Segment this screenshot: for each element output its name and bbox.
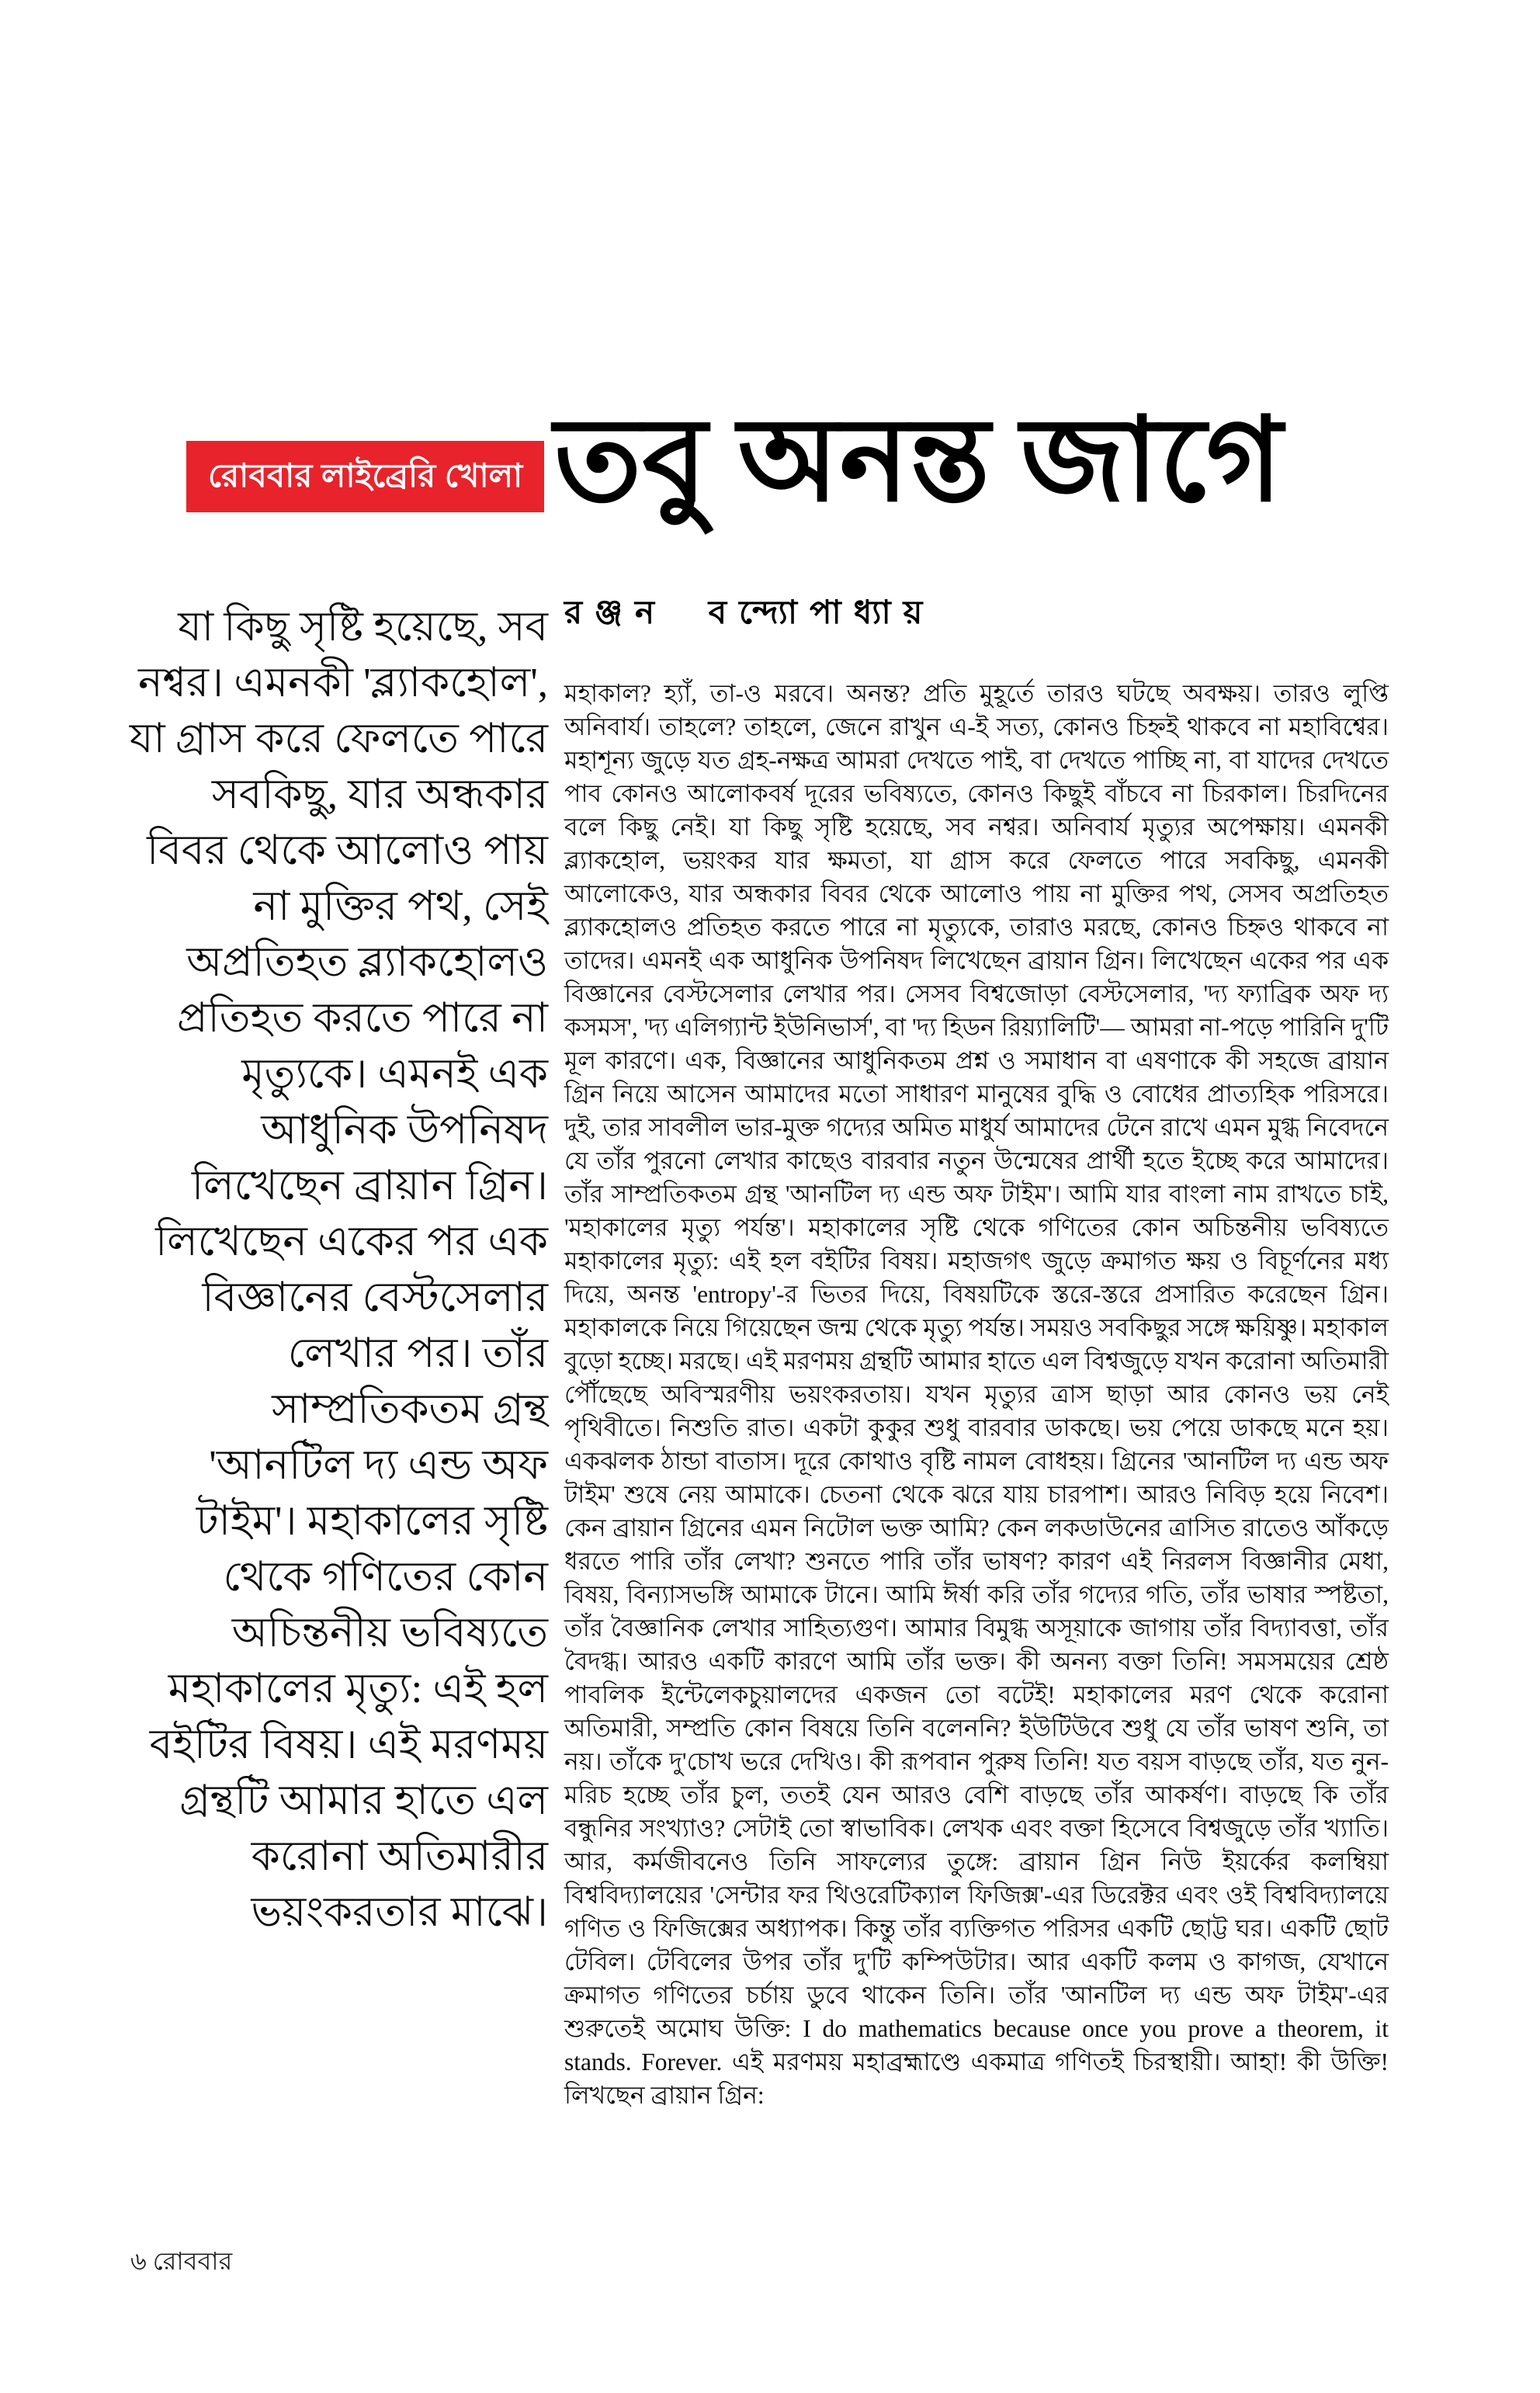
- section-kicker-label: রোববার লাইব্রেরি খোলা: [208, 457, 523, 494]
- author-byline: রঞ্জন বন্দ্যোপাধ্যায়: [564, 594, 935, 630]
- pull-quote: যা কিছু সৃষ্টি হয়েছে, সব নশ্বর। এমনকী 'ব্ল্যাকহোল', যা গ্রাস করে ফেলতে পারে সবকিছু, যার অন্ধকার বিবর থেকে আলোও পায় না মুক্তির পথ, সেই অপ্রতিহত ব্ল্যাকহোলও প্রতিহত করতে পারে না মৃত্যুকে। এমনই এক আধুনিক উপনিষদ লিখেছেন ব্রায়ান গ্রিন। লিখেছেন একের পর এক বিজ্ঞানের বেস্টসেলার লেখার পর। তাঁর সাম্প্রতিকতম গ্রন্থ 'আনটিল দ্য এন্ড অফ টাইম'। মহাকালের সৃষ্টি থেকে গণিতের কোন অচিন্তনীয় ভবিষ্যতে মহাকালের মৃত্যু: এই হল বইটির বিষয়। এই মরণময় গ্রন্থটি আমার হাতে এল করোনা অতিমারীর ভয়ংকরতার মাঝে।: [129, 605, 548, 1935]
- article-body: মহাকাল? হ্যাঁ, তা-ও মরবে। অনন্ত? প্রতি মুহূর্তে তারও ঘটছে অবক্ষয়। তারও লুপ্তি অনিবার্য। তাহলে? তাহলে, জেনে রাখুন এ-ই সত্য, কোনও চিহ্নই থাকবে না মহাবিশ্বের। মহাশূন্য জুড়ে যত গ্রহ-নক্ষত্র আমরা দেখতে পাই, বা দেখতে পাচ্ছি না, বা যাদের দেখতে পাব কোনও আলোকবর্ষ দূরের ভবিষ্যতে, কোনও কিছুই বাঁচবে না চিরকাল। চিরদিনের বলে কিছু নেই। যা কিছু সৃষ্টি হয়েছে, সব নশ্বর। অনিবার্য মৃত্যুর অপেক্ষায়। এমনকী ব্ল্যাকহোল, ভয়ংকর যার ক্ষমতা, যা গ্রাস করে ফেলতে পারে সবকিছু, এমনকী আলোকেও, যার অন্ধকার বিবর থেকে আলোও পায় না মুক্তির পথ, সেসব অপ্রতিহত ব্ল্যাকহোলও প্রতিহত করতে পারে না মৃত্যুকে, তারাও মরছে, কোনও চিহ্নও থাকবে না তাদের। এমনই এক আধুনিক উপনিষদ লিখেছেন ব্রায়ান গ্রিন। লিখেছেন একের পর এক বিজ্ঞানের বেস্টসেলার লেখার পর। সেসব বিশ্বজোড়া বেস্টসেলার, 'দ্য ফ্যাব্রিক অফ দ্য কসমস', 'দ্য এলিগ্যান্ট ইউনিভার্স', বা 'দ্য হিডন রিয়্যালিটি'— আমরা না-পড়ে পারিনি দু'টি মূল কারণে। এক, বিজ্ঞানের আধুনিকতম প্রশ্ন ও সমাধান বা এষণাকে কী সহজে ব্রায়ান গ্রিন নিয়ে আসেন আমাদের মতো সাধারণ মানুষের বুদ্ধি ও বোধের প্রাত্যহিক পরিসরে। দুই, তার সাবলীল ভার-মুক্ত গদ্যের অমিত মাধুর্য আমাদের টেনে রাখে এমন মুগ্ধ নিবেদনে যে তাঁর পুরনো লেখার কাছেও বারবার নতুন উন্মেষের প্রার্থী হতে ইচ্ছে করে আমাদের। তাঁর সাম্প্রতিকতম গ্রন্থ 'আনটিল দ্য এন্ড অফ টাইম'। আমি যার বাংলা নাম রাখতে চাই, 'মহাকালের মৃত্যু পর্যন্ত'। মহাকালের সৃষ্টি থেকে গণিতের কোন অচিন্তনীয় ভবিষ্যতে মহাকালের মৃত্যু: এই হল বইটির বিষয়। মহাজগৎ জুড়ে ক্রমাগত ক্ষয় ও বিচূর্ণনের মধ্য দিয়ে, অনন্ত 'entropy'-র ভিতর দিয়ে, বিষয়টিকে স্তরে-স্তরে প্রসারিত করেছেন গ্রিন। মহাকালকে নিয়ে গিয়েছেন জন্ম থেকে মৃত্যু পর্যন্ত। সময়ও সবকিছুর সঙ্গে ক্ষয়িষ্ণু। মহাকাল বুড়ো হচ্ছে। মরছে। এই মরণময় গ্রন্থটি আমার হাতে এল বিশ্বজুড়ে যখন করোনা অতিমারী পৌঁছেছে অবিস্মরণীয় ভয়ংকরতায়। যখন মৃত্যুর ত্রাস ছাড়া আর কোনও ভয় নেই পৃথিবীতে। নিশুতি রাত। একটা কুকুর শুধু বারবার ডাকছে। ভয় পেয়ে ডাকছে মনে হয়। একঝলক ঠান্ডা বাতাস। দূরে কোথাও বৃষ্টি নামল বোধহয়। গ্রিনের 'আনটিল দ্য এন্ড অফ টাইম' শুষে নেয় আমাকে। চেতনা থেকে ঝরে যায় চারপাশ। আরও নিবিড় হয়ে নিবেশ। কেন ব্রায়ান গ্রিনের এমন নিটোল ভক্ত আমি? কেন লকডাউনের ত্রাসিত রাতেও আঁকড়ে ধরতে পারি তাঁর লেখা? শুনতে পারি তাঁর ভাষণ? কারণ এই নিরলস বিজ্ঞানীর মেধা, বিষয়, বিন্যাসভঙ্গি আমাকে টানে। আমি ঈর্ষা করি তাঁর গদ্যের গতি, তাঁর ভাষার স্পষ্টতা, তাঁর বৈজ্ঞানিক লেখার সাহিত্যগুণ। আমার বিমুগ্ধ অসূয়াকে জাগায় তাঁর বিদ্যাবত্তা, তাঁর বৈদগ্ধ। আরও একটি কারণে আমি তাঁর ভক্ত। কী অনন্য বক্তা তিনি! সমসময়ের শ্রেষ্ঠ পাবলিক ইন্টেলেকচুয়ালদের একজন তো বটেই! মহাকালের মরণ থেকে করোনা অতিমারী, সম্প্রতি কোন বিষয়ে তিনি বলেননি? ইউটিউবে শুধু যে তাঁর ভাষণ শুনি, তা নয়। তাঁকে দু'চোখ ভরে দেখিও। কী রূপবান পুরুষ তিনি! যত বয়স বাড়ছে তাঁর, যত নুন-মরিচ হচ্ছে তাঁর চুল, ততই যেন আরও বেশি বাড়ছে তাঁর আকর্ষণ। বাড়ছে কি তাঁর বন্ধুনির সংখ্যাও? সেটাই তো স্বাভাবিক। লেখক এবং বক্তা হিসেবে বিশ্বজুড়ে তাঁর খ্যাতি। আর, কর্মজীবনেও তিনি সাফল্যের তুঙ্গে: ব্রায়ান গ্রিন নিউ ইয়র্কের কলম্বিয়া বিশ্ববিদ্যালয়ের 'সেন্টার ফর থিওরেটিক্যাল ফিজিক্স'-এর ডিরেক্টর এবং ওই বিশ্ববিদ্যালয়ে গণিত ও ফিজিক্সের অধ্যাপক। কিন্তু তাঁর ব্যক্তিগত পরিসর একটি ছোট্ট ঘর। একটি ছোট টেবিল। টেবিলের উপর তাঁর দু'টি কম্পিউটার। আর একটি কলম ও কাগজ, যেখানে ক্রমাগত গণিতের চর্চায় ডুবে থাকেন তিনি। তাঁর 'আনটিল দ্য এন্ড অফ টাইম'-এর শুরুতেই অমোঘ উক্তি: I do mathematics because once you prove a theorem, it stands. Forever. এই মরণময় মহাব্রহ্মাণ্ডে একমাত্র গণিতই চিরস্থায়ী। আহা! কী উক্তি! লিখছেন ব্রায়ান গ্রিন:: [564, 680, 1389, 2109]
- article-headline: তবু অনন্ত জাগে: [554, 397, 1284, 525]
- section-kicker-badge: [186, 441, 544, 512]
- page-folio: ৬ রোববার: [130, 2247, 233, 2275]
